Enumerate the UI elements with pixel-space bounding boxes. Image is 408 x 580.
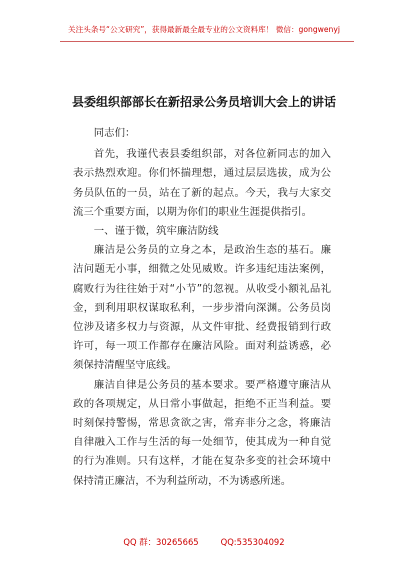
paragraph-integrity: 廉洁是公务员的立身之本，是政治生态的基石。廉洁问题无小事，细微之处见威败。许多违纪违法案例，腐败行为往往始于对“小节”的忽视。从收受小额礼品礼金，到利用职权谋取私利，一步步滑向深渊。公务员岗位涉及诸多权力与资源，从文件审批、经费报销到行政许可，每一项工作都存在廉洁风险。面对利益诱惑，必须保持清醒坚守底线。: [73, 244, 331, 372]
document-title: 县委组织部部长在新招录公务员培训大会上的讲话: [71, 95, 336, 109]
salutation: 同志们：: [93, 127, 136, 139]
footer-qq-group: QQ 群：30265665: [123, 537, 199, 547]
paragraph-intro: 首先，我谨代表县委组织部，对各位新同志的加入表示热烈欢迎。你们怀揣理想，通过层层选拔，成为公务员队伍的一员，站在了新的起点。今天，我与大家交流三个重要方面，以期为你们的职业生涯提供指引。: [73, 148, 331, 218]
footer-qq-number: QQ:535304092: [220, 537, 285, 547]
header-banner: 关注头条号“公文研究”，获得最新最全最专业的公文资料库！ 微信：gongwenyj: [68, 25, 340, 34]
footer-contact: [0, 536, 408, 548]
header-divider: [60, 41, 354, 42]
paragraph-self-discipline: 廉洁自律是公务员的基本要求。要严格遵守廉洁从政的各项规定，从日常小事做起，拒绝不正当利益。要时刻保持警惕，常思贪欲之害，常弃非分之念，将廉洁自律融入工作与生活的每一处细节，使其成为一种自觉的行为准则。只有这样，才能在复杂多变的社会环境中保持清正廉洁，不为利益所动，不为诱惑所迷。: [73, 378, 331, 487]
document-body: [73, 124, 331, 491]
section-heading: 一、谨于微，筑牢廉洁防线: [93, 225, 219, 238]
